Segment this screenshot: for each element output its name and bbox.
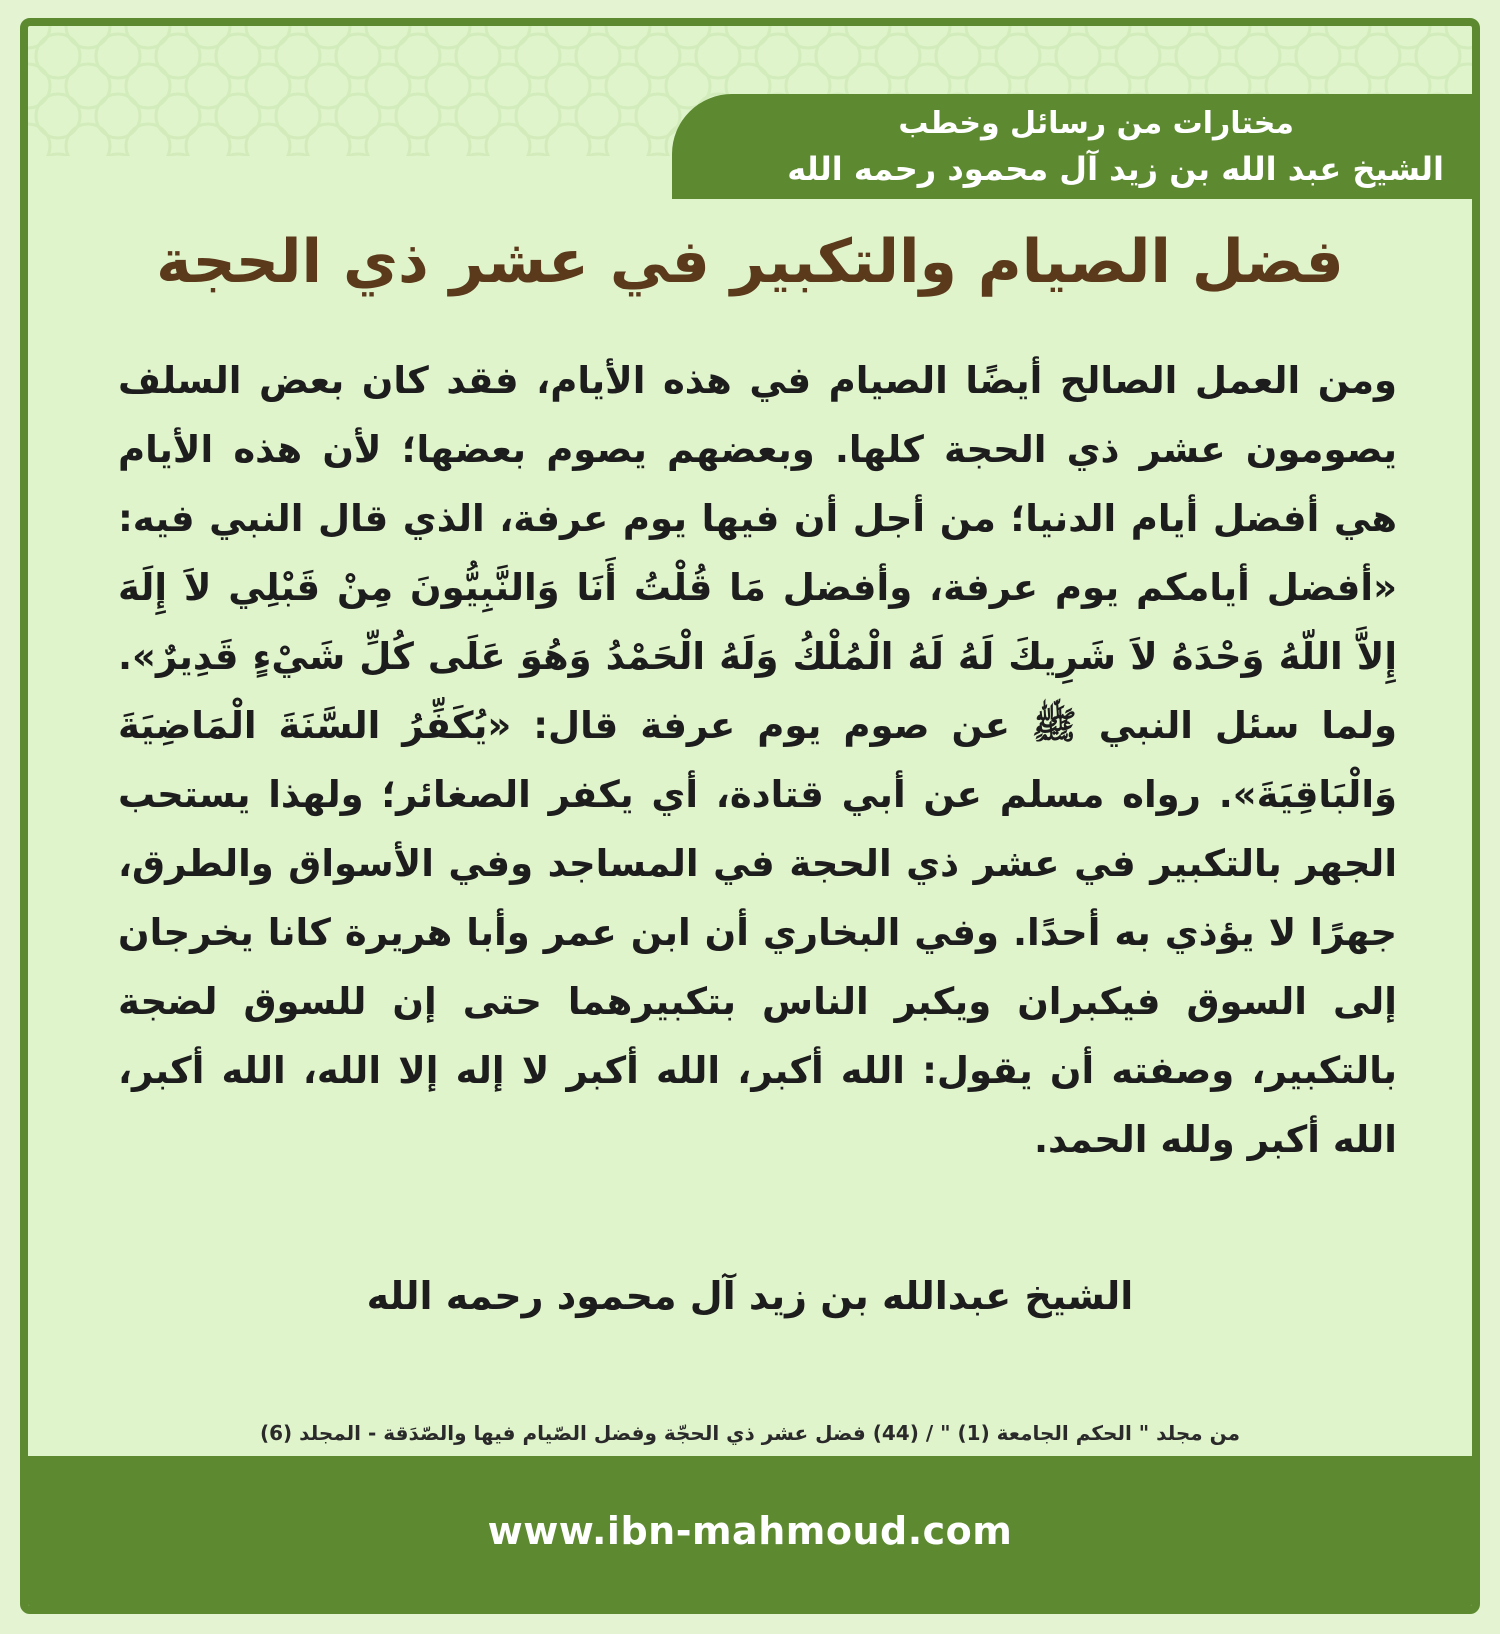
footer-band xyxy=(28,1456,1472,1606)
article-body xyxy=(118,346,1397,1174)
header-subtitle: مختارات من رسائل وخطب xyxy=(898,106,1294,141)
page-title: فضل الصيام والتكبير في عشر ذي الحجة xyxy=(156,227,1344,297)
author-signature: الشيخ عبدالله بن زيد آل محمود رحمه الله xyxy=(366,1274,1134,1318)
header-band xyxy=(672,94,1472,199)
header-author: الشيخ عبد الله بن زيد آل محمود رحمه الله xyxy=(787,150,1444,188)
website-link[interactable]: www.ibn-mahmoud.com xyxy=(487,1509,1013,1553)
page-frame xyxy=(20,18,1480,1614)
article-paragraph: ومن العمل الصالح أيضًا الصيام في هذه الأيام، فقد كان بعض السلف يصومون عشر ذي الحجة كلها. وبعضهم يصوم بعضها؛ لأن هذه الأيام هي أفضل أيام الدنيا؛ من أجل أن فيها يوم عرفة، الذي قال النبي فيه: «أفضل أيامكم يوم عرفة، وأفضل مَا قُلْتُ أَنَا وَالنَّبِيُّونَ مِنْ قَبْلِي لاَ إِلَهَ إِلاَّ اللّهُ وَحْدَهُ لاَ شَرِيكَ لَهُ لَهُ الْمُلْكُ وَلَهُ الْحَمْدُ وَهُوَ عَلَى كُلِّ شَيْءٍ قَدِيرٌ». ولما سئل النبي ﷺ عن صوم يوم عرفة قال: «يُكَفِّرُ السَّنَةَ الْمَاضِيَةَ وَالْبَاقِيَةَ». رواه مسلم عن أبي قتادة، أي يكفر الصغائر؛ ولهذا يستحب الجهر بالتكبير في عشر ذي الحجة في المساجد وفي الأسواق والطرق، جهرًا لا يؤذي به أحدًا. وفي البخاري أن ابن عمر وأبا هريرة كانا يخرجان إلى السوق فيكبران ويكبر الناس بتكبيرهما حتى إن للسوق لضجة بالتكبير، وصفته أن يقول: الله أكبر، الله أكبر لا إله إلا الله، الله أكبر، الله أكبر ولله الحمد. xyxy=(118,359,1397,1161)
source-reference: من مجلد " الحكم الجامعة (1) " / (44) فضل عشر ذي الحجّة وفضل الصّيام فيها والصّدَقة - المجلد (6) xyxy=(259,1421,1241,1445)
